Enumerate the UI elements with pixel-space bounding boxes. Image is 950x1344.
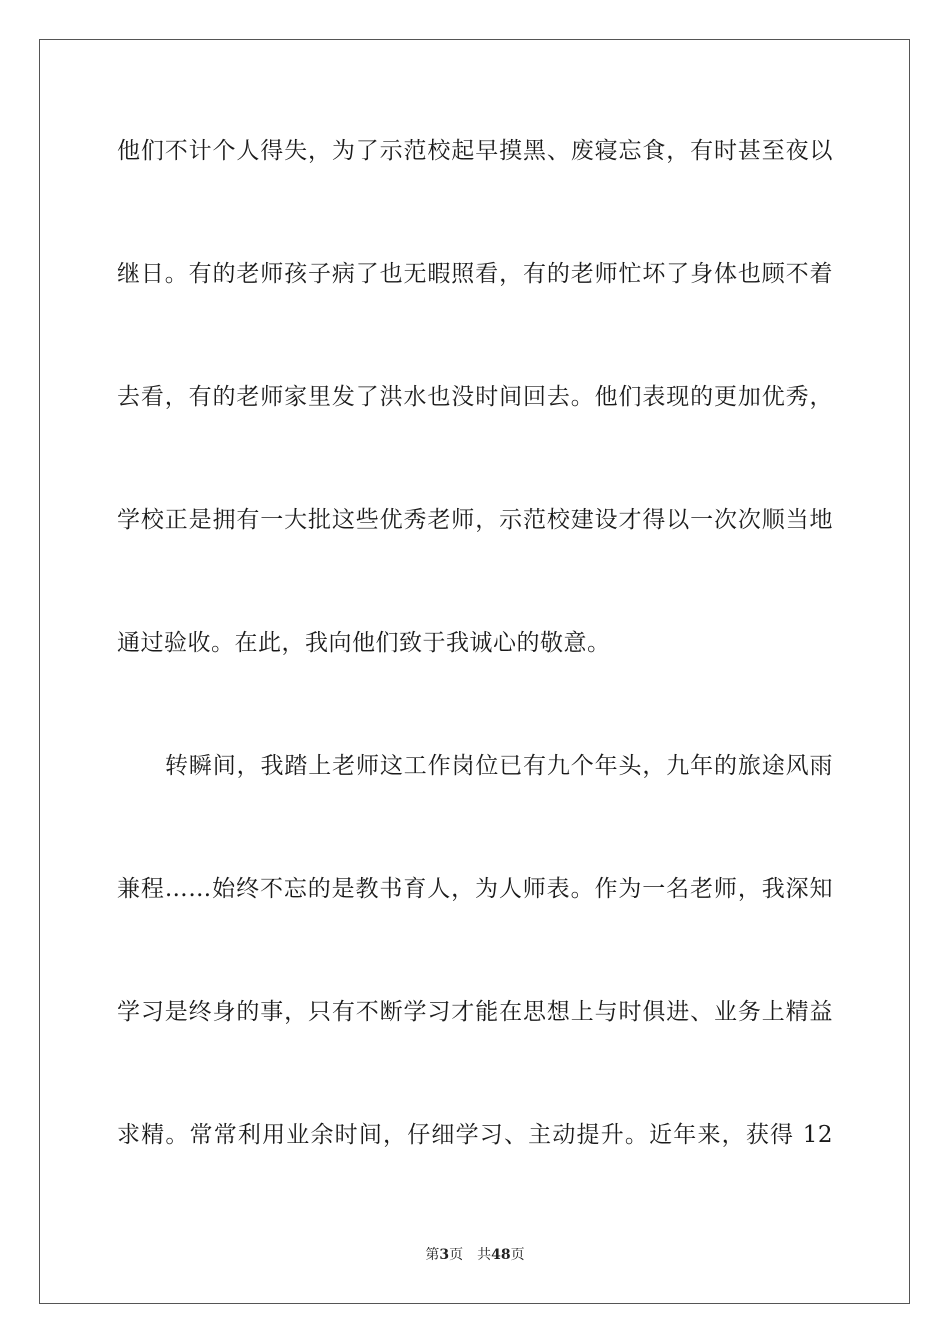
paragraph-line-7: 兼程……始终不忘的是教书育人，为人师表。作为一名老师，我深知: [117, 876, 833, 902]
footer-page-number: 3: [439, 1247, 450, 1263]
paragraph-line-5: 通过验收。在此，我向他们致于我诚心的敬意。: [117, 630, 611, 656]
footer-total-prefix: 共: [477, 1247, 492, 1263]
page-border: [39, 39, 910, 1304]
paragraph-line-6: 转瞬间，我踏上老师这工作岗位已有九个年头，九年的旅途风雨: [165, 753, 833, 779]
paragraph-line-2: 继日。有的老师孩子病了也无暇照看，有的老师忙坏了身体也顾不着: [117, 261, 833, 287]
paragraph-line-1: 他们不计个人得失，为了示范校起早摸黑、废寝忘食，有时甚至夜以: [117, 138, 833, 164]
footer-page-suffix: 页: [449, 1247, 464, 1263]
footer-total-number: 48: [491, 1247, 511, 1263]
page-footer: [0, 1246, 950, 1264]
footer-total-suffix: 页: [510, 1247, 525, 1263]
paragraph-line-4: 学校正是拥有一大批这些优秀老师，示范校建设才得以一次次顺当地: [117, 507, 833, 533]
footer-page-prefix: 第: [425, 1247, 440, 1263]
paragraph-line-9: 求精。常常利用业余时间，仔细学习、主动提升。近年来，获得 12: [117, 1122, 833, 1148]
paragraph-line-8: 学习是终身的事，只有不断学习才能在思想上与时俱进、业务上精益: [117, 999, 833, 1025]
paragraph-line-3: 去看，有的老师家里发了洪水也没时间回去。他们表现的更加优秀，: [117, 384, 833, 410]
